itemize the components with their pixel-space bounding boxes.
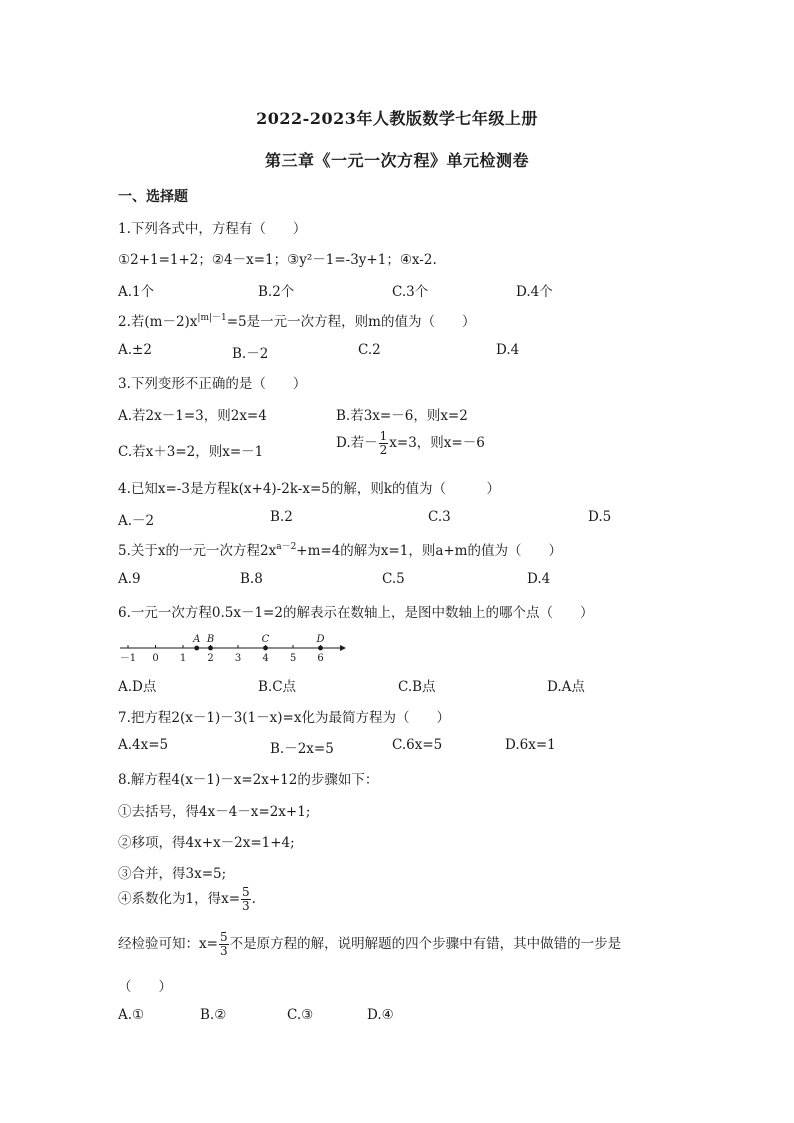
number-line xyxy=(118,628,348,664)
q1-option-d: D.4个 xyxy=(516,284,553,300)
fraction-numerator: 5 xyxy=(242,885,250,899)
q5-option-a: A.9 xyxy=(118,571,141,587)
number-line-point-c xyxy=(263,646,268,651)
q4-option-b: B.2 xyxy=(270,509,293,525)
fraction-denominator: 3 xyxy=(242,899,250,913)
q3-option-a: A.若2x－1=3，则2x=4 xyxy=(118,408,267,424)
q5-stem xyxy=(118,539,562,559)
q8-check-pre: 经检验可知：x= xyxy=(118,936,218,952)
q3-option-b: B.若3x=－6，则x=2 xyxy=(336,408,468,424)
number-line-tick-label: 2 xyxy=(207,653,214,664)
q2-stem xyxy=(118,310,475,330)
q8-step4-post: . xyxy=(251,891,256,907)
q1-expr: ①2+1=1+2；②4－x=1；③y²－1=-3y+1；④x-2. xyxy=(118,252,437,268)
title-line-2: 第三章《一元一次方程》单元检测卷 xyxy=(264,151,529,170)
number-line-tick-label: 0 xyxy=(152,653,159,664)
q5-exponent: a－2 xyxy=(276,542,297,552)
q5-stem-pre: 5.关于x的一元一次方程2x xyxy=(118,543,277,559)
q2-option-d: D.4 xyxy=(496,342,520,358)
fraction-denominator: 2 xyxy=(379,443,388,457)
q7-stem: 7.把方程2(x－1)－3(1－x)=x化为最简方程为（ ） xyxy=(118,710,450,726)
number-line-point-d xyxy=(318,646,323,651)
number-line-tick-label: 4 xyxy=(262,653,269,664)
q8-step-3: ③合并，得3x=5; xyxy=(118,866,227,882)
q8-stem: 8.解方程4(x－1)－x=2x+12的步骤如下： xyxy=(118,772,379,788)
q3-stem: 3.下列变形不正确的是（ ） xyxy=(118,376,307,392)
q7-option-b: B.－2x=5 xyxy=(270,741,334,757)
q1-option-b: B.2个 xyxy=(258,284,295,300)
number-line-arrow xyxy=(340,645,346,651)
q5-option-d: D.4 xyxy=(527,571,551,587)
q8-check-post: 不是原方程的解，说明解题的四个步骤中有错，其中做错的一步是 xyxy=(229,936,622,952)
number-line-tick-label: 5 xyxy=(289,653,297,664)
q5-option-c: C.5 xyxy=(382,571,405,587)
q6-option-a: A.D点 xyxy=(118,679,157,695)
q8-answer-paren: （ ） xyxy=(118,979,172,995)
number-line-point-label: A xyxy=(193,634,201,645)
q5-option-b: B.8 xyxy=(240,571,263,587)
fraction-numerator: 1 xyxy=(379,429,388,443)
q3-optD-post: x=3，则x=－6 xyxy=(389,435,485,451)
q2-option-c: C.2 xyxy=(358,342,381,358)
q2-stem-post: =5是一元一次方程，则m的值为（ ） xyxy=(226,314,476,330)
q7-option-c: C.6x=5 xyxy=(392,737,443,753)
q3-option-d xyxy=(336,430,485,457)
q4-option-c: C.3 xyxy=(428,509,451,525)
q3-optD-pre: D.若－ xyxy=(336,435,378,451)
number-line-tick-label: 1 xyxy=(179,653,187,664)
q1-stem: 1.下列各式中，方程有（ ） xyxy=(118,221,307,237)
q3-option-c: C.若x＋3=2，则x=－1 xyxy=(118,444,264,460)
q1-option-c: C.3个 xyxy=(392,284,429,300)
q6-option-c: C.B点 xyxy=(398,679,436,695)
q6-stem: 6.一元一次方程0.5x－1=2的解表示在数轴上，是图中数轴上的哪个点（ ） xyxy=(118,605,594,621)
number-line-point-label: D xyxy=(316,634,325,645)
q8-check-fraction xyxy=(219,931,229,958)
q8-step4-fraction xyxy=(241,886,251,913)
q1-option-a: A.1个 xyxy=(118,284,155,300)
fraction-denominator: 3 xyxy=(219,944,228,958)
section-heading: 一、选择题 xyxy=(118,189,188,205)
number-line-point-label: C xyxy=(261,634,270,645)
q3-optD-fraction xyxy=(379,430,389,457)
q4-stem: 4.已知x=-3是方程k(x+4)-2k-x=5的解，则k的值为（ ） xyxy=(118,481,501,497)
q2-option-a: A.±2 xyxy=(118,342,152,358)
q8-step-1: ①去括号，得4x－4－x=2x+1; xyxy=(118,804,311,820)
q5-stem-post: +m=4的解为x=1，则a+m的值为（ ） xyxy=(296,543,562,559)
q8-step-2: ②移项，得4x+x－2x=1+4; xyxy=(118,835,295,851)
q8-step-4 xyxy=(118,886,256,913)
title-line-1: 2022-2023年人教版数学七年级上册 xyxy=(256,109,538,128)
q2-option-b: B.－2 xyxy=(232,346,269,362)
q8-option-b: B.② xyxy=(200,1007,227,1023)
q6-option-b: B.C点 xyxy=(258,679,297,695)
q2-stem-pre: 2.若(m－2)x xyxy=(118,314,198,330)
q4-option-d: D.5 xyxy=(588,509,612,525)
number-line-tick-label: －1 xyxy=(119,653,137,664)
q2-exponent: |m|－1 xyxy=(197,313,227,323)
q7-option-d: D.6x=1 xyxy=(505,737,556,753)
number-line-point-b xyxy=(208,646,213,651)
number-line-tick-label: 3 xyxy=(234,653,242,664)
q8-option-d: D.④ xyxy=(367,1007,394,1023)
q7-option-a: A.4x=5 xyxy=(118,737,169,753)
q4-option-a: A.－2 xyxy=(118,513,155,529)
number-line-point-label: B xyxy=(206,634,215,645)
fraction-numerator: 5 xyxy=(219,930,228,944)
q8-option-c: C.③ xyxy=(287,1007,314,1023)
q6-option-d: D.A点 xyxy=(547,679,585,695)
number-line-point-a xyxy=(194,646,199,651)
q8-check xyxy=(118,931,621,958)
q8-step4-pre: ④系数化为1，得x= xyxy=(118,891,241,907)
q8-option-a: A.① xyxy=(118,1007,145,1023)
number-line-tick-label: 6 xyxy=(317,653,324,664)
